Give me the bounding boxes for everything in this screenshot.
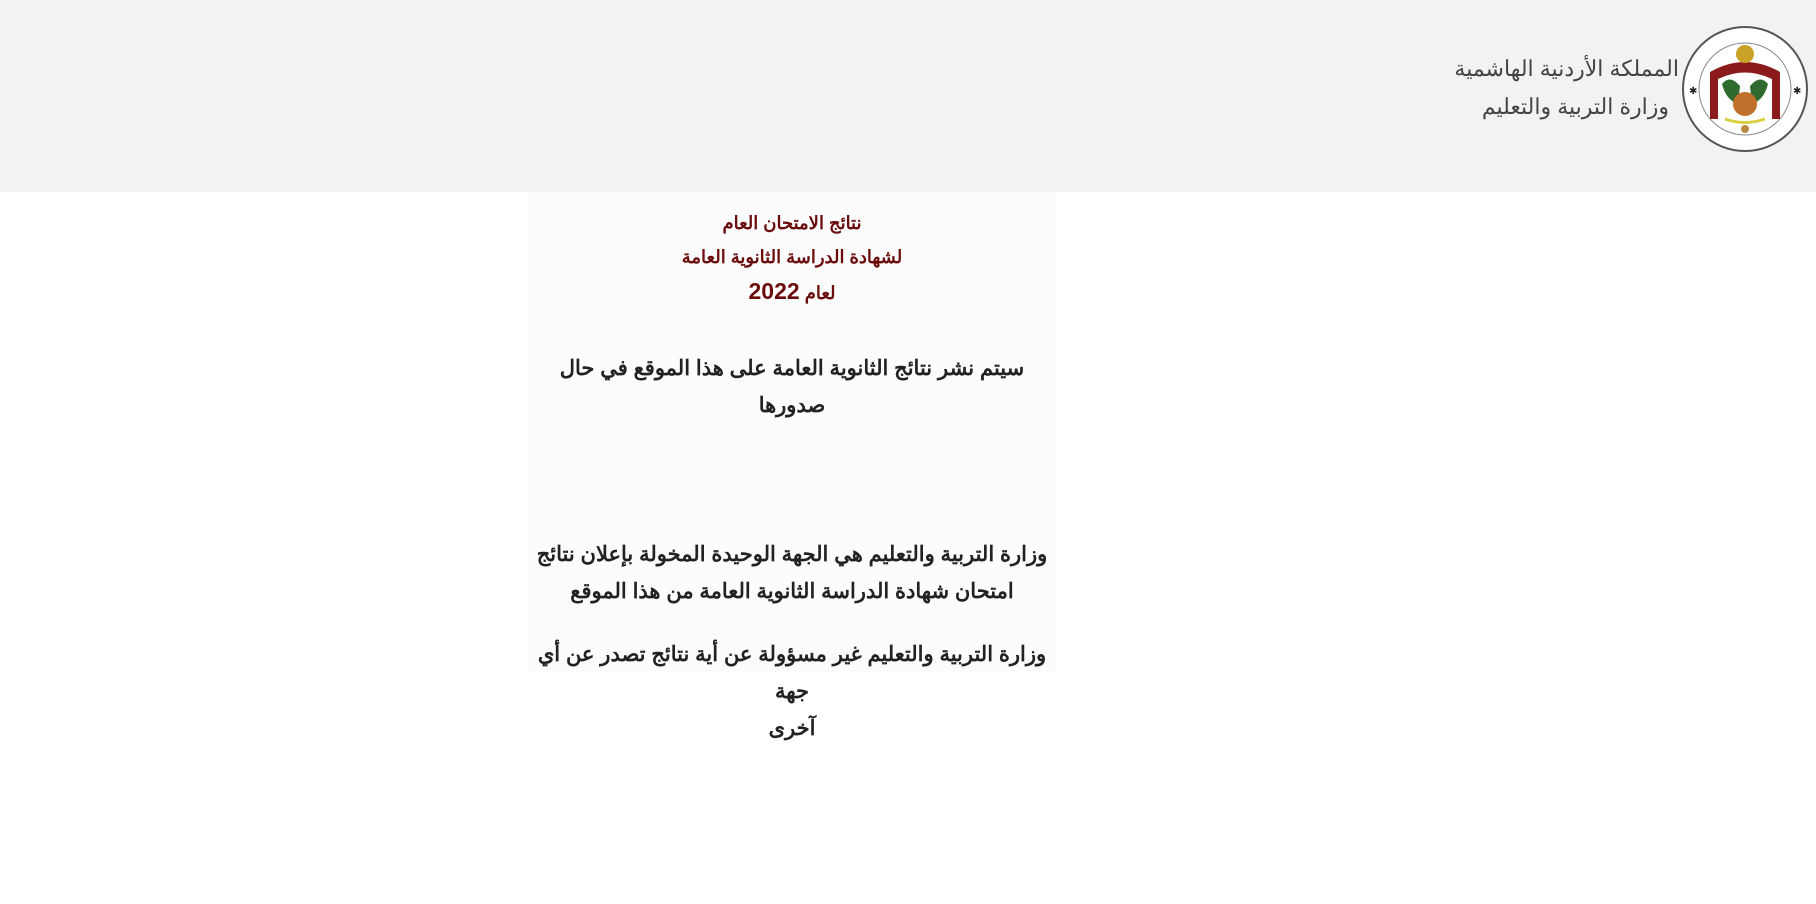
ministry-emblem-logo — [1680, 24, 1810, 154]
svg-text:✱: ✱ — [1793, 86, 1802, 97]
header-title — [1454, 50, 1679, 126]
svg-text:✱: ✱ — [1689, 86, 1698, 97]
year-prefix: لعام — [804, 283, 836, 303]
page-title — [527, 206, 1057, 310]
text-line: امتحان شهادة الدراسة الثانوية العامة من هذا الموقع — [570, 580, 1014, 603]
text-line: وزارة التربية والتعليم هي الجهة الوحيدة المخولة بإعلان نتائج — [536, 543, 1048, 566]
year: 2022 — [748, 278, 800, 304]
text-line: وزارة التربية والتعليم غير مسؤولة عن أية نتائج تصدر عن أي جهة — [537, 643, 1047, 703]
ministry-name: وزارة التربية والتعليم — [1481, 94, 1669, 119]
title-year-line — [527, 274, 1057, 310]
disclaimer-notice — [527, 636, 1057, 747]
title-line: لشهادة الدراسة الثانوية العامة — [681, 247, 903, 267]
text-line: آخرى — [768, 717, 816, 740]
site-header — [0, 0, 1816, 192]
publish-notice: سيتم نشر نتائج الثانوية العامة على هذا الموقع في حال صدورها — [559, 357, 1025, 417]
kingdom-name: المملكة الأردنية الهاشمية — [1454, 56, 1679, 81]
title-line: نتائج الامتحان العام — [722, 213, 862, 233]
results-announcement — [527, 192, 1057, 740]
authority-notice — [527, 536, 1057, 610]
